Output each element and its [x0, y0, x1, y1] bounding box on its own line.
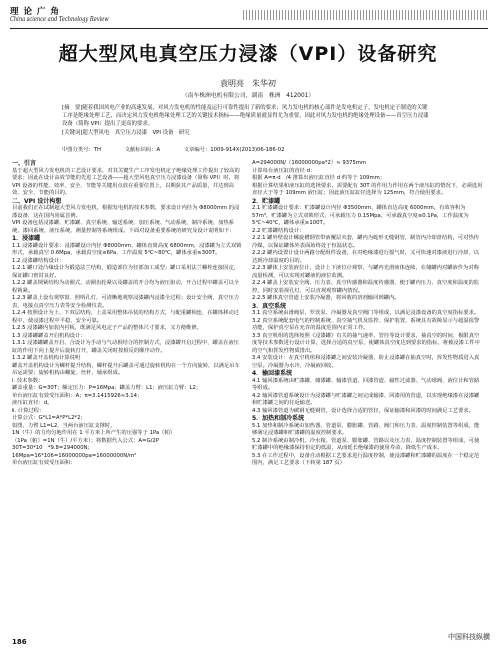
- body-paragraph: 目前我们正在试制超大型风力发电机，根据发电机的技术参数，要求设计内径为 Φ8000mm 的浸漆设备，这在国内尚属首例。: [12, 205, 240, 219]
- body-paragraph: 5.1 加热和制冷系统由加热器、管道泵、膨胀罐、管路、阀门和压力表、温度控制装置等组成，能够满足浸漆罐和贮漆罐的温度控制要求。: [252, 422, 480, 436]
- body-paragraph: 2.2.3 罐体上安装液位计，设计上下液位计观察，与罐内光滑液体连续，在储罐内对罐液作为对称流量检测，可以实现对罐液的液位监测。: [252, 265, 480, 279]
- body-paragraph: 如图，力臂 L1=L2，当两台液压缸支撑时，: [12, 422, 116, 429]
- body-paragraph: 1.3.2 罐盖开盖机构计算说明: [12, 355, 81, 361]
- body-paragraph: 2.2.4 罐盖上安装安全阀、压力表、真空传感器和温度传感器，便于罐内压力、真空度和温度的监控，同时安装视孔灯，可以直观观察罐内情况。: [252, 280, 480, 294]
- body-paragraph: 4.1 输回漆系统由贮漆罐、储漆罐、输漆管道、回漆管道、磁性过滤器、气动球阀、液位计和管路等组成。: [252, 377, 480, 391]
- body-paragraph: 5.3 在工作过程中，设备自动根据工艺要求进行温度控制，使浸漆罐和贮漆罐的温度在一个稳定范围内，满足工艺要求（下转第 187 页）: [252, 452, 480, 466]
- body-paragraph: 3.3 真空机组的选择按照《浸漆罐》有关的抽气速率、管径等设计要求，抽真空的时间、极限真空度等技术参数进行设计计算，选择合适的真空泵，使罐体真空度达到要求的指标，将被浸漆工件中的空气和挥发性物质排出。: [252, 332, 480, 354]
- section-heading: 一、引言: [12, 160, 37, 167]
- body-paragraph: 基于超大型风力发电机的工艺设计要求，对其关键生产工序发电机定子绝缘处理工作提出了较高的要求；因此在设计高效节能的先进工艺设备——超大型风电真空压力浸漆设备（简称 VPI）时，将 VPI 设备的性能、效率、安全、节能等关键用点放在重要位置上，以期获其产品质量，并达到高效、安全、节能的目的。: [12, 167, 240, 196]
- body-paragraph: 单台液压缸有效受压面积：A；π=3.1415926≈3.14；: [12, 392, 143, 399]
- body-paragraph: 2.2.1 罐外壁设计螺旋槽钢管带液覆层夹套，罐内为蛇形无缝钢管，制管内冷却盘结构，可对热传冷媒，以保证罐体外表面始终处于恒温状态。: [252, 235, 480, 249]
- body-paragraph: 2.2 贮漆罐结构设计：: [252, 227, 305, 234]
- section-heading: 二、VPI 设计构想: [12, 197, 62, 205]
- body-paragraph: 3.4 安装设计：在真空机组和浸漆罐之间安装冷凝器，防止浸漆罐在抽真空时，挥发性物质进入真空泵。冷凝器为水冷，冷凝液回收。: [252, 355, 480, 369]
- body-paragraph: 2.2.5 罐体真空管道上安装冷凝器，将回收的溶剂输回到罐内。: [252, 295, 400, 301]
- section-heading: 1．浸漆罐: [12, 235, 41, 242]
- page-number: 186: [12, 638, 27, 646]
- journal-header: [10, 4, 488, 29]
- abstract-text: [摘 要]随着我国风电产业的高速发展，对风力发电机的性能及运行可靠性提出了新的要求；风力发电机的核心部件是发电机定子，发电机定子制造的关键工序是绝缘处理工艺，而决定风力发电机绝缘处理工艺的关键技术指标——绝缘质量就显得尤为重要，因此对风力发电机的绝缘处理设备——真空压力浸漆设备（简称 VPI）提出了更高的要求。: [62, 105, 429, 128]
- body-paragraph: 1.2.3 罐盖上设有观察窗、照明孔灯，可清晰地观察浸漆罐内浸漆全过程；设计安全阀、真空压力表、电接点真空压力表等安全检测仪表。: [12, 295, 240, 309]
- body-paragraph: 1.3.1 浸漆罐罐盖开启、合设计为手动与气动相结合的控制方式，浸漆罐开启过程中，罐盖在液压缸的作用下向上提升后旋转打开，罐盖关闭时按相反的顺序动作。: [12, 340, 240, 354]
- document-code: 文献标识码：A: [124, 147, 161, 153]
- article-number: 文章编号：1009-914X(2013)06-186-02: [183, 147, 285, 153]
- header-decoration: [243, 10, 488, 20]
- paper-title: 超大型风电真空压力浸漆（VPI）设备研究: [58, 43, 438, 65]
- body-paragraph: 2.1 贮漆罐设计要求：贮漆罐设计内径 Φ3500mm，罐体直边高度 6000mm，有效容积为 57m³，贮漆罐为立式双锁形式，可承载压力 0.15Mpa，可承载真空度≤0.1Pa，工作温度为 5℃~40℃，罐体承重≥100T。: [252, 205, 469, 226]
- body-paragraph: 2.2.2 罐内设置计设计两路分配组件设备，在对绝缘漆进行搅气时，又可快速对漆液进行冷却，以达到冷却温度的目的。: [252, 250, 480, 264]
- section-heading: 3．真空系统: [252, 302, 287, 310]
- body-paragraph: 1.2.4 按照设计为上、下双层结构，上盖采用整体吊装的结构方式，与配重罐相连，在罐体移动过程中，使浸漆过程中平稳，安全可靠。: [12, 310, 240, 324]
- body-paragraph: 3.1 真空系统由滑阀泵、罗茨泵、冷凝器及真空阀门等组成，以满足浸漆设备的真空度指标要求。: [252, 310, 480, 316]
- body-paragraph: 4.2 输回漆管道系统设计为浸漆罐与贮漆罐之间完成输漆、回漆用的管道，以实现绝缘漆在浸漆罐和贮漆罐之间的往返输送。: [252, 392, 480, 406]
- body-paragraph: A=294000N/（16000000pa*2）≈ 9375mm: [252, 160, 367, 166]
- body-paragraph: 4.3 输回漆管道为碳钢无缝钢管，设计选择合适的管径，保证输漆和回漆的时间满足工艺要求。: [252, 407, 474, 414]
- body-paragraph: （1Pa（帕）=1N（牛）/平方米）；将数据代入公式：A=G/2P: [12, 437, 159, 444]
- body-paragraph: VPI 设备包括浸漆罐、贮漆罐、真空系统、输送系统、加压系统、气动系统、制冷系统、加热系统、漆回系统、液压系统、测量控制等系统组成。下面对设备重要系统的研究及设计说明如下：: [12, 220, 235, 234]
- body-paragraph: 16Mpa=16*106=16000000pa=16000000N/m²: [12, 452, 137, 459]
- body-paragraph: 3.2 真空系统配套电气的控制系统、真空抽气机及监控、保护装置，系统具有故障显示与超温报警功能，保护真空泵在允许的温度范围内正常工作。: [252, 317, 480, 331]
- left-column: [12, 160, 244, 468]
- journal-english-name: China science and Technology Review: [10, 16, 109, 23]
- body-paragraph: 1.2 浸漆罐结构设计：: [12, 257, 65, 264]
- body-paragraph: ⅰ. 技术参数：: [12, 377, 44, 384]
- body-paragraph: 1.2.1 罐口处凸缘设计为锻造法兰结构，锻造部位为径部加工成型；罐口采用法兰螺栓连接固定，保证罐口密封良好。: [12, 265, 240, 279]
- body-paragraph: 罐盖重量：G=30T；额定压力：P=16Mpa；罐盖力臂：L1；液压缸力臂：L2；: [12, 385, 202, 391]
- journal-section-label: 理 论 广 角: [10, 7, 60, 17]
- body-paragraph: 根据计算结果和液压缸的选择要求，需要配有 30T 的作用力作用在两个液压缸的情况下，必须选用直径大于等于 109mm 液压缸；因此液压缸缸径选择为 125mm，符合使用要求。: [252, 182, 483, 196]
- abstract-block: [62, 104, 430, 137]
- paper-authors: 袁明亮 朱华初: [220, 79, 276, 88]
- body-paragraph: 1.2.5 浸漆罐内加装内衬板，既满足风电定子产品的整体尺寸要求，又方便维修。: [12, 325, 202, 331]
- body-paragraph: 1N（牛）的力均匀地作用在 1 平方米上所产生的压强等于 1Pa（帕）: [12, 430, 176, 436]
- body-paragraph: 根据 A=π·d /4 推算出液压缸直径 d 约等于 109mm；: [252, 175, 386, 181]
- body-paragraph: 1.2.2 罐盖锁紧结构为动圈式，动圈齿轮紧以及罐盖的开合均为液压驱动，开合过程中罐盖可以全程锁紧。: [12, 280, 240, 294]
- keywords-text: [关键词]超大型风电 真空压力浸漆 VPI 设备 研究: [62, 129, 190, 136]
- body-paragraph: 单台液压缸有效受压面积：: [12, 460, 76, 466]
- publisher-brand: 中国科技纵横: [448, 633, 490, 641]
- body-paragraph: 5.2 制冷系统由制冷机、冷水箱、管道泵、膨胀罐、管路以及压力表、温度控制装置等组成，可使贮漆罐中的绝缘漆保持恒定的低温，从而延长绝缘漆的使用寿命，降低生产成本。: [252, 437, 480, 451]
- clc-number: 中图分类号：TH: [62, 147, 102, 153]
- body-paragraph: ⅱ. 计算过程：: [12, 407, 45, 414]
- body-paragraph: 计算每台液压缸的直径 d：: [252, 167, 316, 174]
- body-paragraph: 液压缸直径：d。: [12, 400, 53, 406]
- body-paragraph: 计算公式：G*L1=A*P*L2*2；: [12, 415, 86, 421]
- paper-affiliation: （南车株洲电机有限公司，湖南 株洲 412001）: [181, 93, 315, 99]
- right-column: [252, 160, 484, 468]
- section-heading: 5．加热和制冷系统: [252, 415, 305, 422]
- body-paragraph: 罐盖开盖机构设计为螺杆提升结构，螺杆提升后罐盖可通过旋转机构在一个方向旋转，以满足吊车吊运需要；旋转机构由螺旋、丝杆、轴承组成。: [12, 362, 240, 376]
- body-paragraph: 1.1 浸漆罐设计要求：浸漆罐设计内径 Φ8000mm，罐体直筒高度 6800mm，浸漆罐为立式双锁形式，承载真空 0.6Mpa，承载真空度≤6Pa，工作温度 5℃~80℃，罐体承重≥300T。: [12, 242, 242, 256]
- body-paragraph: 30T=30*10 *9.8=294000N；: [12, 445, 93, 451]
- section-heading: 2．贮漆罐: [252, 197, 281, 205]
- section-heading: 4．输回漆系统: [252, 370, 293, 377]
- body-paragraph: 1.3 浸漆罐罐盖开启机构设计：: [12, 332, 86, 339]
- classification-line: [62, 145, 430, 153]
